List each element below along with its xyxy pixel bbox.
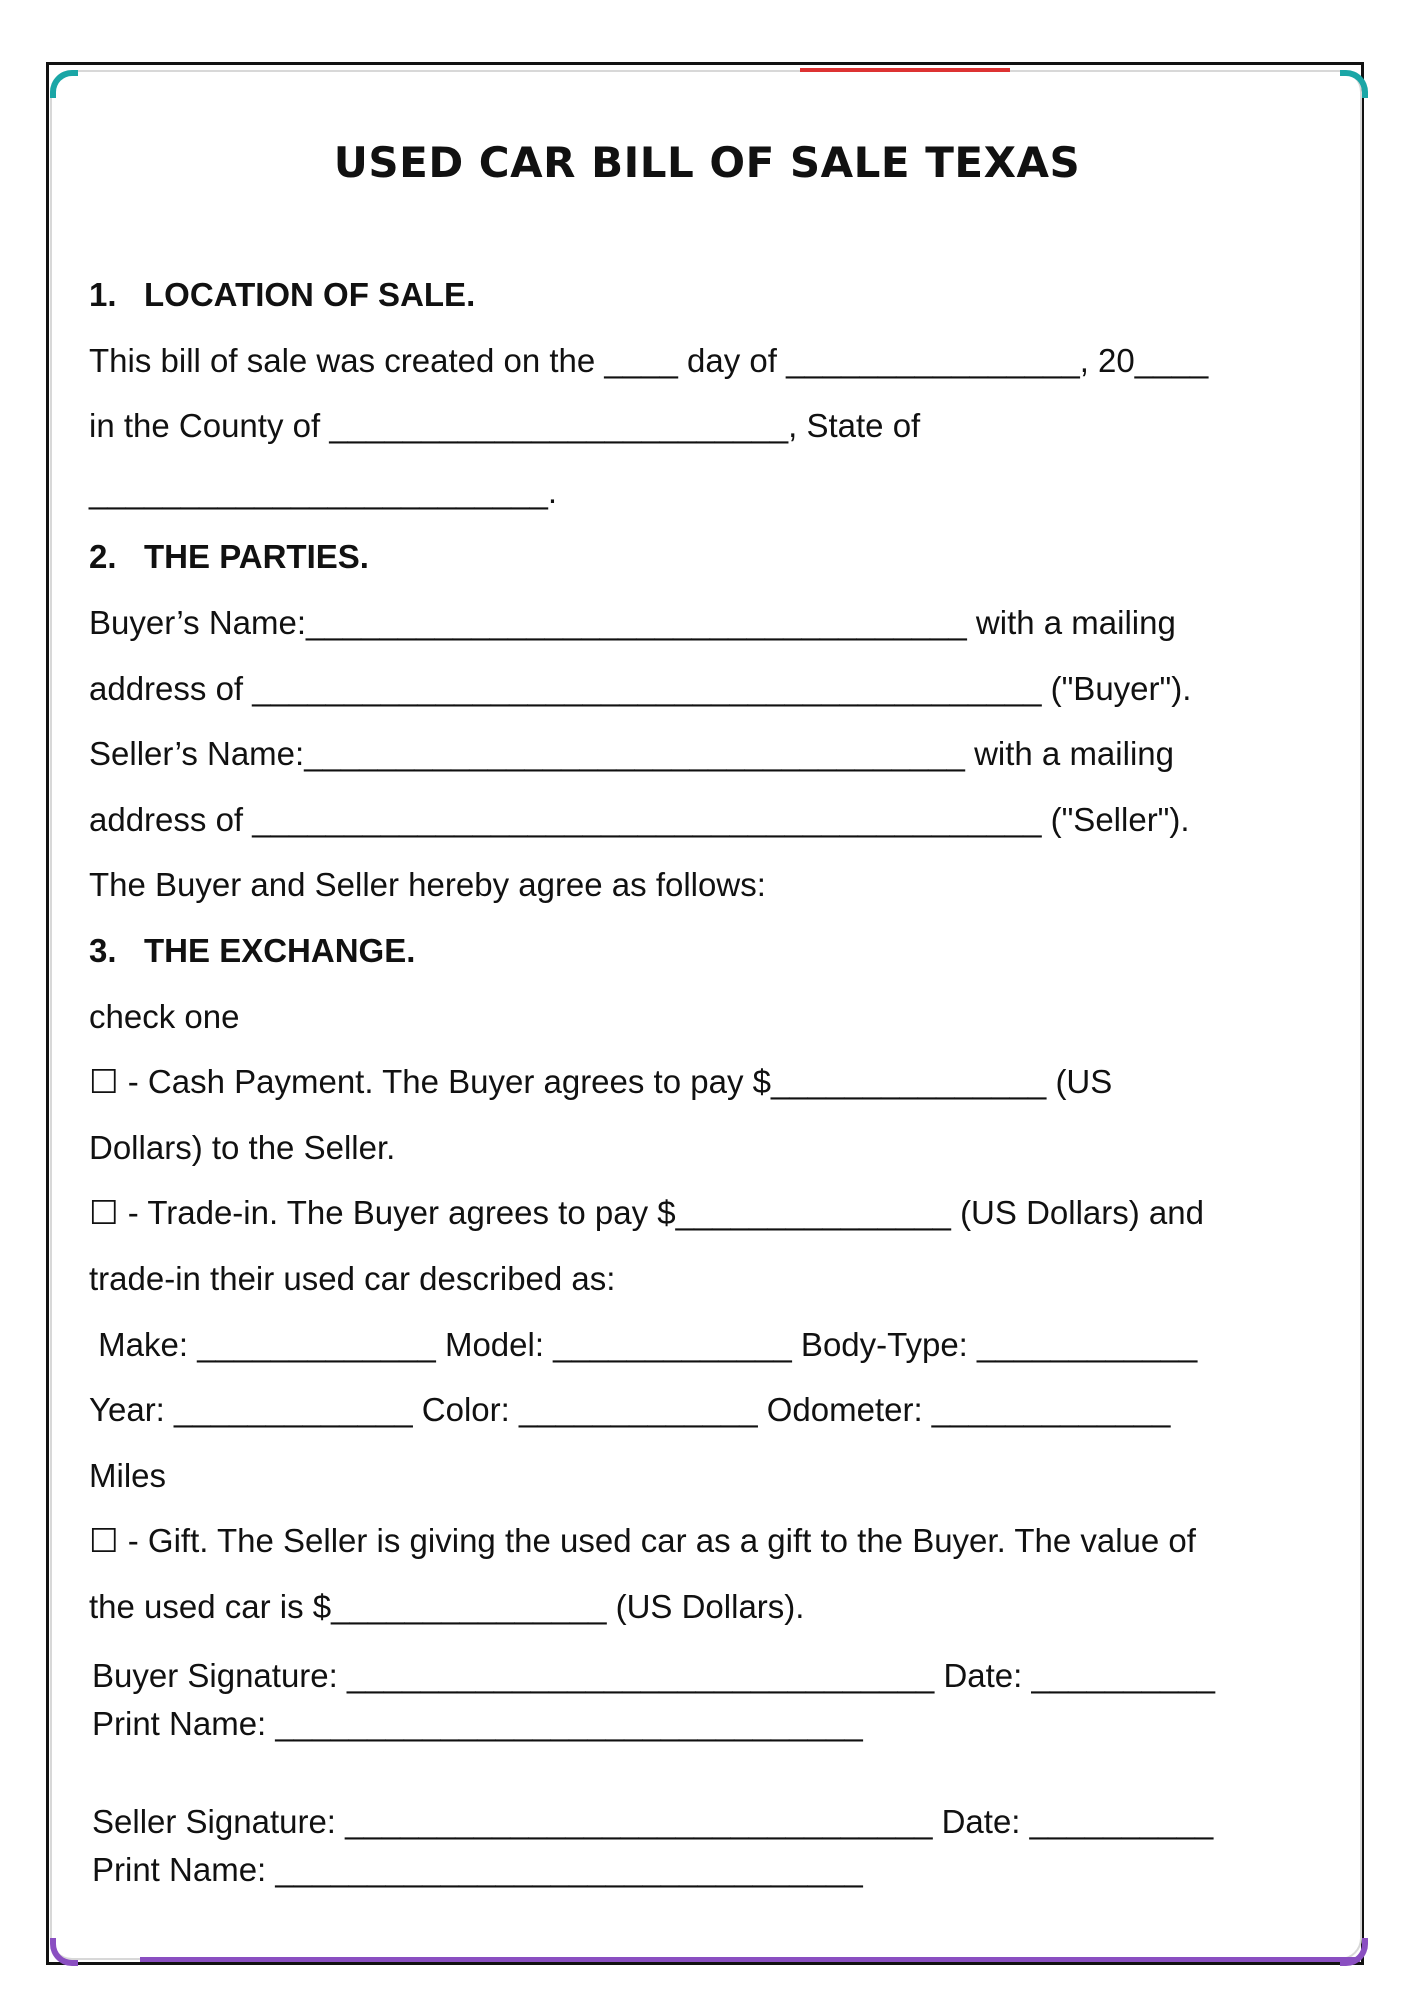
section-2-heading: 2. THE PARTIES. [89,538,369,576]
state-line: _________________________. [89,472,557,510]
seller-signature-line: Seller Signature: ________________________________ Date: __________ [92,1803,1214,1840]
buyer-print-name-line: Print Name: ________________________________ [92,1705,863,1742]
document-body [89,262,1329,1639]
buyer-signature-line: Buyer Signature: ________________________________ Date: __________ [92,1657,1216,1694]
gift-value-line: the used car is $_______________ (US Dollars). [89,1587,805,1625]
seller-name-line: Seller’s Name:____________________________________ with a mailing [89,735,1174,773]
miles-label: Miles [89,1456,167,1494]
trade-in-option: ☐ - Trade-in. The Buyer agrees to pay $_______________ (US Dollars) and [89,1194,1204,1232]
buyer-name-line: Buyer’s Name:____________________________________ with a mailing [89,603,1176,641]
cash-payment-cont: Dollars) to the Seller. [89,1128,396,1166]
cash-payment-option: ☐ - Cash Payment. The Buyer agrees to pay $_______________ (US [89,1063,1113,1101]
vehicle-year-color-line: Year: _____________ Color: _____________ Odometer: _____________ [89,1391,1171,1429]
gift-option: ☐ - Gift. The Seller is giving the used car as a gift to the Buyer. The value of [89,1522,1196,1560]
buyer-address-line: address of ___________________________________________ ("Buyer"). [89,669,1192,707]
seller-print-name-line: Print Name: ________________________________ [92,1851,863,1888]
check-one-label: check one [89,997,240,1035]
vehicle-make-model-line: Make: _____________ Model: _____________ Body-Type: ____________ [89,1325,1198,1363]
bottom-accent-bar [140,1957,1360,1962]
agreement-line: The Buyer and Seller hereby agree as follows: [89,866,766,904]
seller-address-line: address of ___________________________________________ ("Seller"). [89,800,1190,838]
date-line: This bill of sale was created on the ____ day of ________________, 20____ [89,341,1209,379]
top-accent-bar [800,68,1010,72]
trade-in-cont: trade-in their used car described as: [89,1259,616,1297]
county-line: in the County of _________________________, State of [89,407,921,445]
section-1-heading: 1. LOCATION OF SALE. [89,276,476,313]
section-3-heading: 3. THE EXCHANGE. [89,931,416,969]
document-title: USED CAR BILL OF SALE TEXAS [333,138,1081,187]
